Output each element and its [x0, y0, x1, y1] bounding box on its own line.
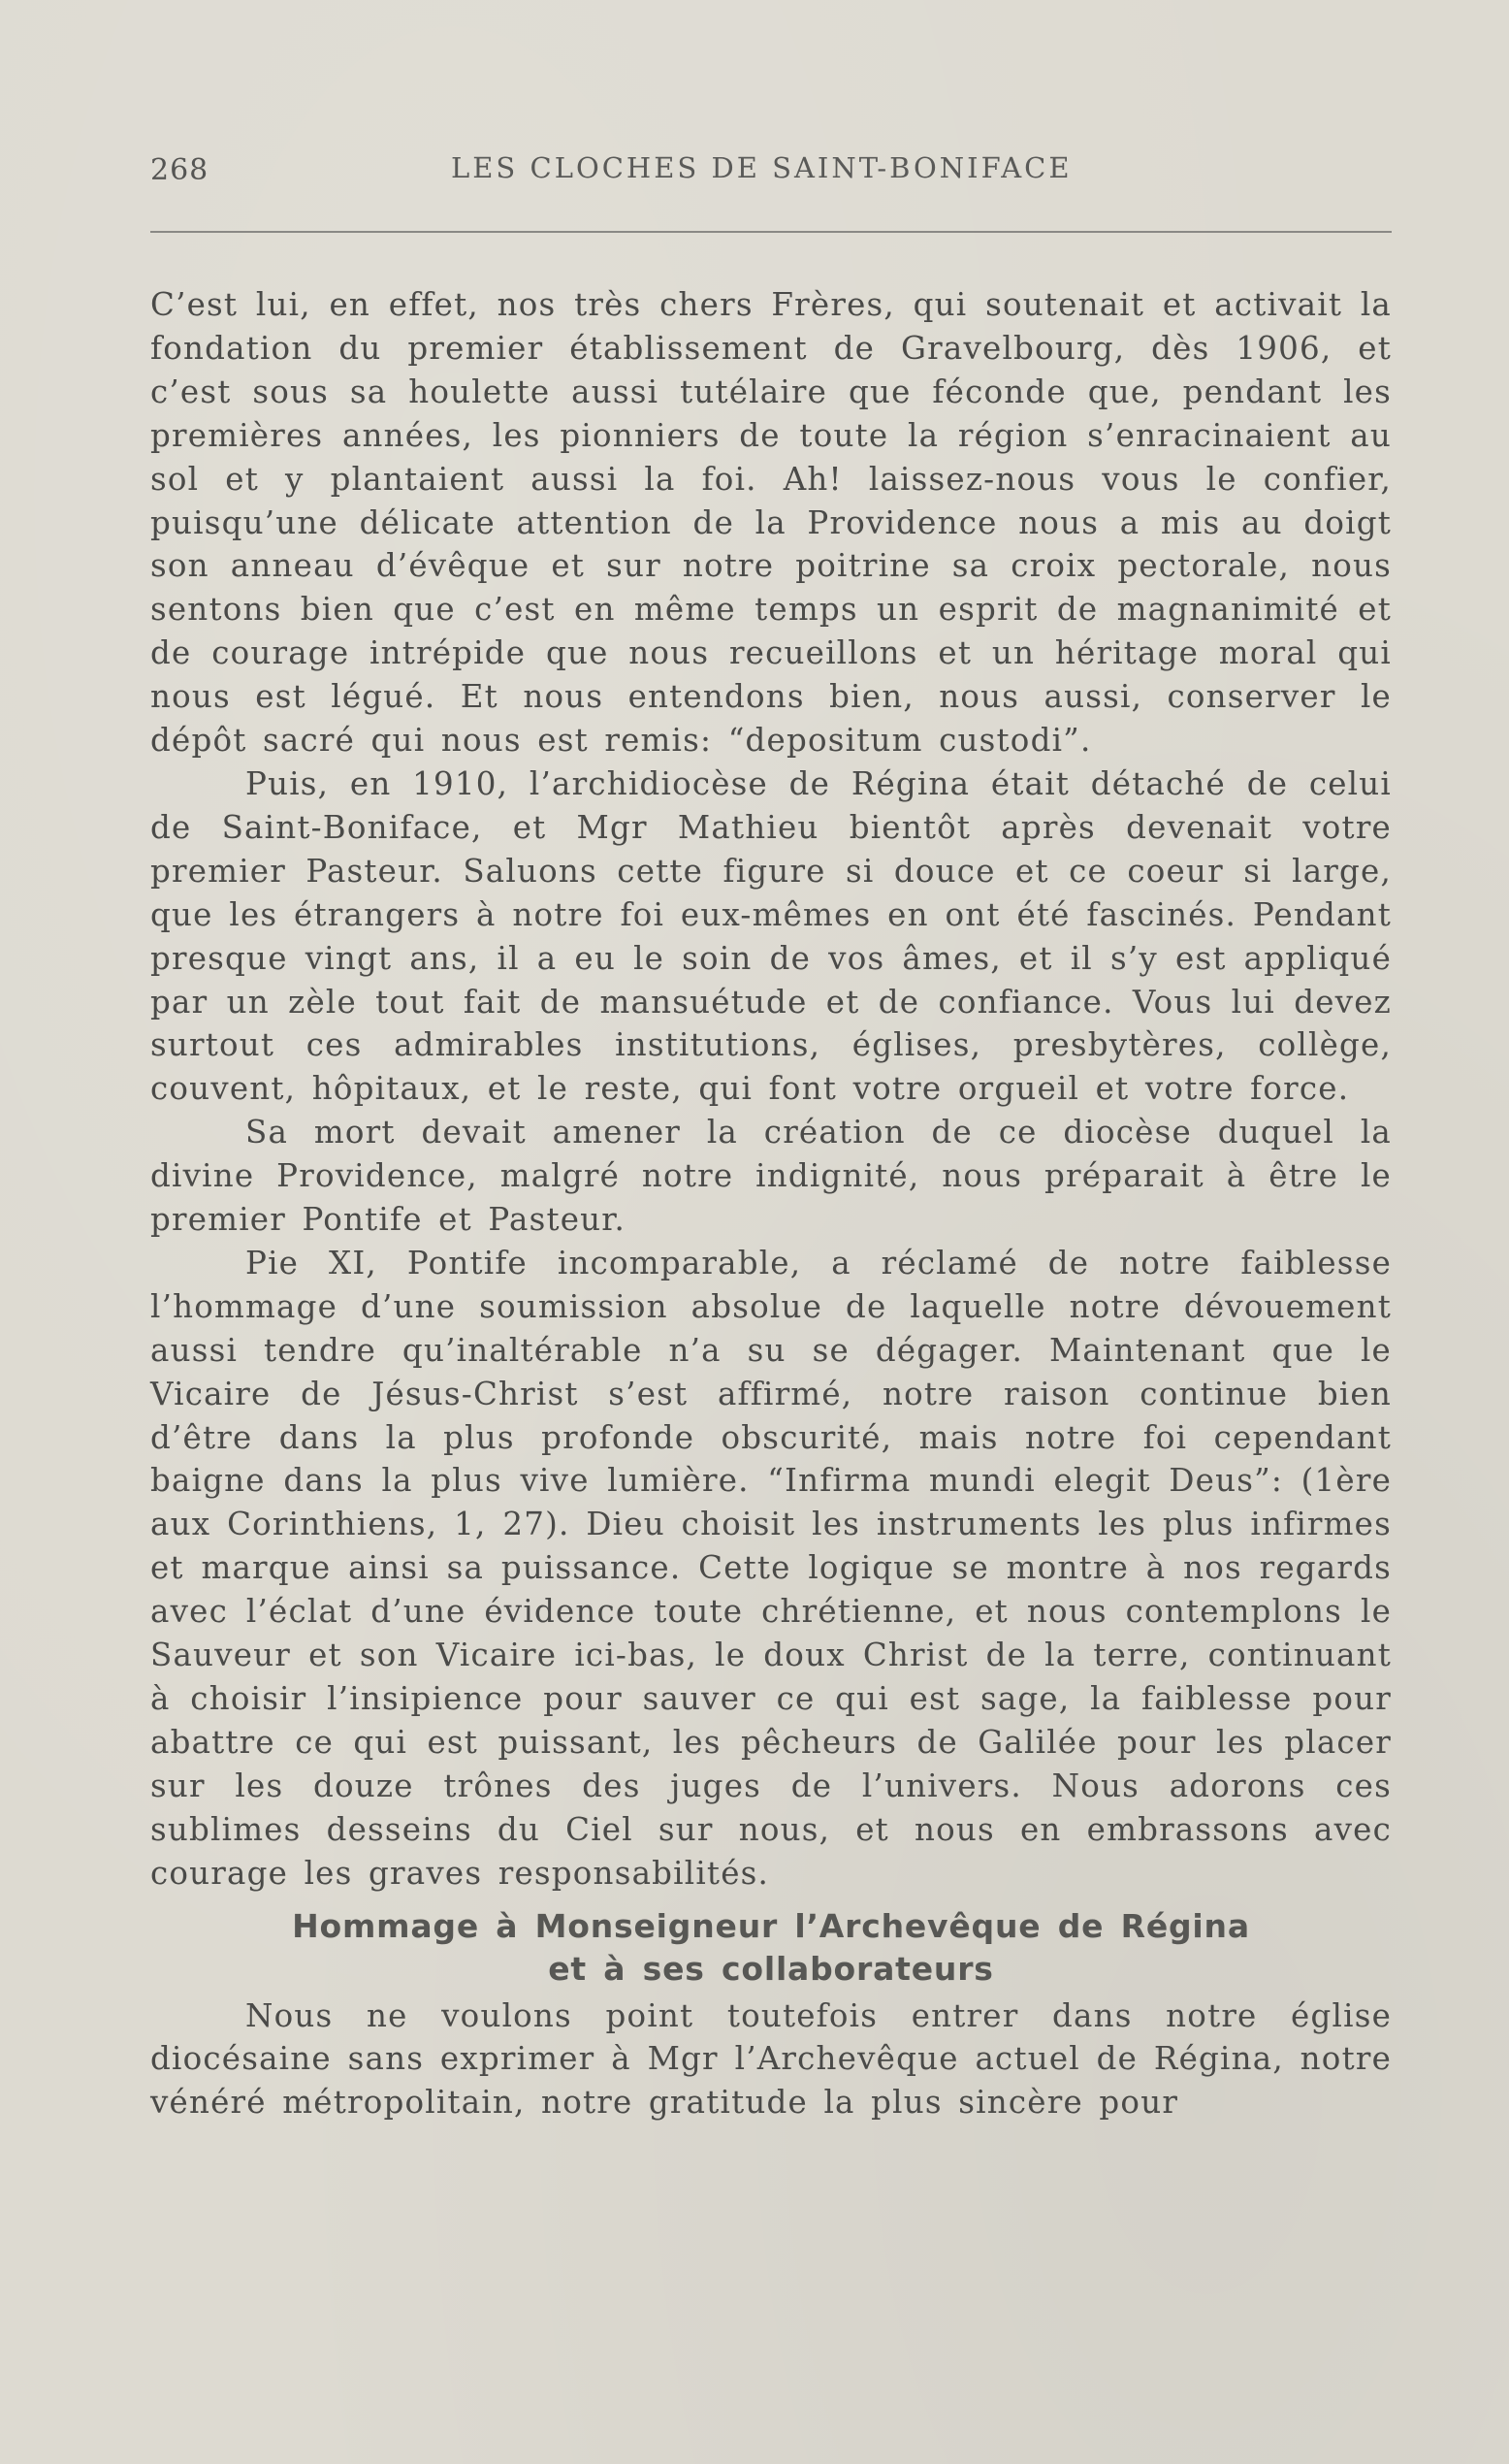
section-heading-line-2: et à ses collaborateurs	[548, 1949, 994, 1988]
section-heading-line-1: Hommage à Monseigneur l’Archevêque de Régina	[292, 1906, 1250, 1945]
paragraph-4: Pie XI, Pontife incomparable, a réclamé de notre faiblesse l’hommage d’une soumission absolue de laquelle notre dévouement aussi tendre qu’inaltérable n’a su se dégager. Maintenant que le Vicaire de Jésus-Christ s’est affirmé, notre raison continue bien d’être dans la plus profonde obscurité, mais notre foi cependant baigne dans la plus vive lumière. “Infirma mundi elegit Deus”: (1ère aux Corinthiens, 1, 27). Dieu choisit les instruments les plus infirmes et marque ainsi sa puissance. Cette logique se montre à nos regards avec l’éclat d’une évidence toute chrétienne, et nous contemplons le Sauveur et son Vicaire ici-bas, le doux Christ de la terre, continuant à choisir l’insipience pour sauver ce qui est sage, la faiblesse pour abattre ce qui est puissant, les pêcheurs de Galilée pour les placer sur les douze trônes des juges de l’univers. Nous adorons ces sublimes desseins du Ciel sur nous, et nous en embrassons avec courage les graves responsabilités.	[150, 1244, 1392, 1892]
running-head	[150, 147, 1392, 196]
body-text	[150, 283, 1392, 2124]
paragraph-5: Nous ne voulons point toutefois entrer dans notre église diocésaine sans exprimer à Mgr l’Archevêque actuel de Régina, notre vénéré métropolitain, notre gratitude la plus sincère pour	[150, 1996, 1392, 2122]
running-title: LES CLOCHES DE SAINT-BONIFACE	[451, 151, 1073, 184]
paragraph-1: C’est lui, en effet, nos très chers Frères, qui soutenait et activait la fondation du premier établissement de Gravelbourg, dès 1906, et c’est sous sa houlette aussi tutélaire que féconde que, pendant les premières années, les pionniers de toute la région s’enracinaient au sol et y plantaient aussi la foi. Ah! laissez-nous vous le confier, puisqu’une délicate attention de la Providence nous a mis au doigt son anneau d’évêque et sur notre poitrine sa croix pectorale, nous sentons bien que c’est en même temps un esprit de magnanimité et de courage intrépide que nous recueillons et un héritage moral qui nous est légué. Et nous entendons bien, nous aussi, conserver le dépôt sacré qui nous est remis: “depositum custodi”.	[150, 286, 1392, 760]
paragraph-2: Puis, en 1910, l’archidiocèse de Régina était détaché de celui de Saint-Boniface, et Mgr Mathieu bientôt après devenait votre premier Pasteur. Saluons cette figure si douce et ce coeur si large, que les étrangers à notre foi eux-mêmes en ont été fascinés. Pendant presque vingt ans, il a eu le soin de vos âmes, et il s’y est appliqué par un zèle tout fait de mansuétude et de confiance. Vous lui devez surtout ces admirables institutions, églises, presbytères, collège, couvent, hôpitaux, et le reste, qui font votre orgueil et votre force.	[150, 764, 1392, 1108]
paragraph-3: Sa mort devait amener la création de ce diocèse duquel la divine Providence, malgré notre indignité, nous préparait à être le premier Pontife et Pasteur.	[150, 1114, 1392, 1239]
header-rule	[150, 231, 1392, 233]
page-number: 268	[150, 153, 209, 187]
section-heading	[150, 1896, 1392, 1994]
